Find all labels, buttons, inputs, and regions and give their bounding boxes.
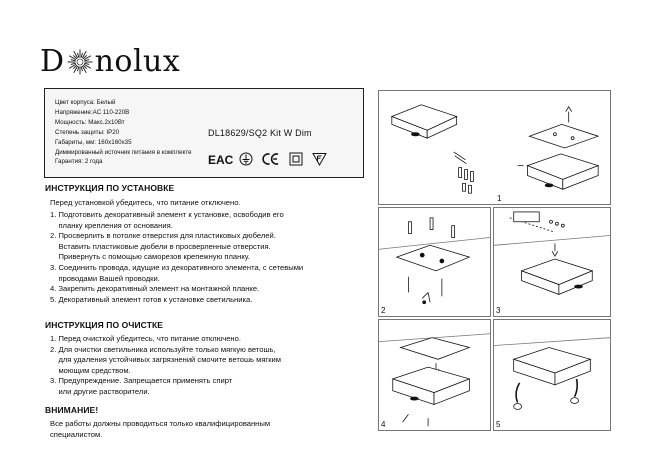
figure-1-drawing <box>379 91 610 204</box>
warning-heading: ВНИМАНИЕ! <box>45 405 99 415</box>
figure-3-drawing <box>494 208 610 316</box>
spec-driver: Диммированный источник питания в комплекте <box>55 148 192 156</box>
model-number: DL18629/SQ2 Kit W Dim <box>208 128 312 138</box>
eac-icon <box>208 152 234 167</box>
install-step-line: 1. Подготовить декоративный элемент к установке, освободив его <box>50 210 284 219</box>
ground-symbol-icon <box>239 152 253 166</box>
install-step-line: Привернуть с помощью саморезов крепежную планку. <box>50 252 250 262</box>
sun-ray <box>73 51 77 58</box>
spec-color: Цвет корпуса: Белый <box>55 99 116 106</box>
warning-text <box>50 419 350 440</box>
figure-1-label: 1 <box>497 194 502 203</box>
figure-4 <box>378 319 491 431</box>
cleaning-step-line: или другие растворители. <box>50 386 150 396</box>
sun-ray <box>81 52 82 57</box>
figure-2-drawing <box>379 208 490 316</box>
figure-5 <box>493 319 611 431</box>
figure-3 <box>493 207 611 317</box>
logo-letter-d: D <box>40 44 65 79</box>
sun-ray <box>77 52 78 57</box>
sun-ray <box>69 55 76 59</box>
install-step-line: 2. Просверлить в потолке отверстия для пластиковых дюбелей. <box>50 231 276 241</box>
brand-logo <box>40 44 180 79</box>
spec-voltage: Напряжение:AC 110-220В <box>55 108 130 116</box>
install-intro: Перед установкой убедитесь, что питание отключено. <box>50 198 241 207</box>
spec-warranty: Гарантия: 2 года <box>55 158 103 166</box>
figure-1 <box>378 90 611 205</box>
install-step-line: 4. Закрепить декоративный элемент на монтажной планке. <box>50 284 260 294</box>
sun-ray <box>82 65 86 72</box>
sun-ray <box>73 65 77 72</box>
install-heading: ИНСТРУКЦИЯ ПО УСТАНОВКЕ <box>45 183 175 193</box>
install-step-line: проводами Вашей проводки. <box>50 273 160 283</box>
sun-ray <box>84 63 89 64</box>
cleaning-steps <box>50 334 350 398</box>
spec-ip: Степень защиты: IP20 <box>55 128 120 136</box>
figure-4-drawing <box>379 320 490 430</box>
cleaning-step-line: 3. Предупреждение. Запрещается применять спирт <box>50 376 233 386</box>
sun-ray <box>70 63 75 64</box>
install-step-line: 3. Соединить провода, идущие из декоративного элемента, с сетевыми <box>50 262 304 272</box>
cleaning-heading: ИНСТРУКЦИЯ ПО ОЧИСТКЕ <box>45 320 164 330</box>
figure-5-label: 5 <box>496 420 501 429</box>
figure-4-label: 4 <box>381 420 386 429</box>
sun-ray <box>82 51 86 58</box>
figure-2-label: 2 <box>381 306 386 315</box>
install-step-line: планку крепления от основания. <box>50 220 173 230</box>
cleaning-step-line: для удаления устойчивых загрязнений смочите ветошь мягким <box>50 355 281 365</box>
sun-ray <box>83 55 90 59</box>
install-steps <box>50 210 350 305</box>
cleaning-step-line: 1. Перед очисткой убедитесь, что питание отключено. <box>50 334 241 343</box>
sunburst-icon <box>66 48 94 76</box>
sun-ray <box>83 64 90 68</box>
cleaning-step-line: моющим средством. <box>50 365 131 375</box>
cleaning-step-line: 2. Для очистки светильника используйте только мягкую ветошь, <box>50 344 276 354</box>
sun-ray <box>70 59 75 60</box>
sun-ray <box>84 59 89 60</box>
spec-power: Мощность: Макс.2х10Вт <box>55 118 125 126</box>
ce-mark-icon <box>262 152 280 166</box>
sun-ray <box>69 64 76 68</box>
installation-figures <box>378 90 611 431</box>
sun-ray <box>81 66 82 71</box>
figure-3-label: 3 <box>496 306 501 315</box>
figure-2 <box>378 207 491 317</box>
f-mark-triangle-icon <box>312 152 327 166</box>
sun-ray <box>77 66 78 71</box>
install-step-line: Вставить пластиковые дюбели в просверленные отверстия. <box>50 241 271 251</box>
svg-text:EAC: EAC <box>208 153 234 167</box>
logo-text: nolux <box>94 44 181 79</box>
class-two-insulation-icon <box>289 152 303 166</box>
warning-line: специалистом. <box>50 429 103 439</box>
certification-icons <box>208 152 327 166</box>
warning-line: Все работы должны проводиться только квалифицированным <box>50 419 271 428</box>
figure-5-drawing <box>494 320 610 430</box>
install-step-line: 5. Декоративный элемент готов к установке светильника. <box>50 294 253 304</box>
spec-dimensions: Габариты, мм: 160х160х35 <box>55 138 132 146</box>
